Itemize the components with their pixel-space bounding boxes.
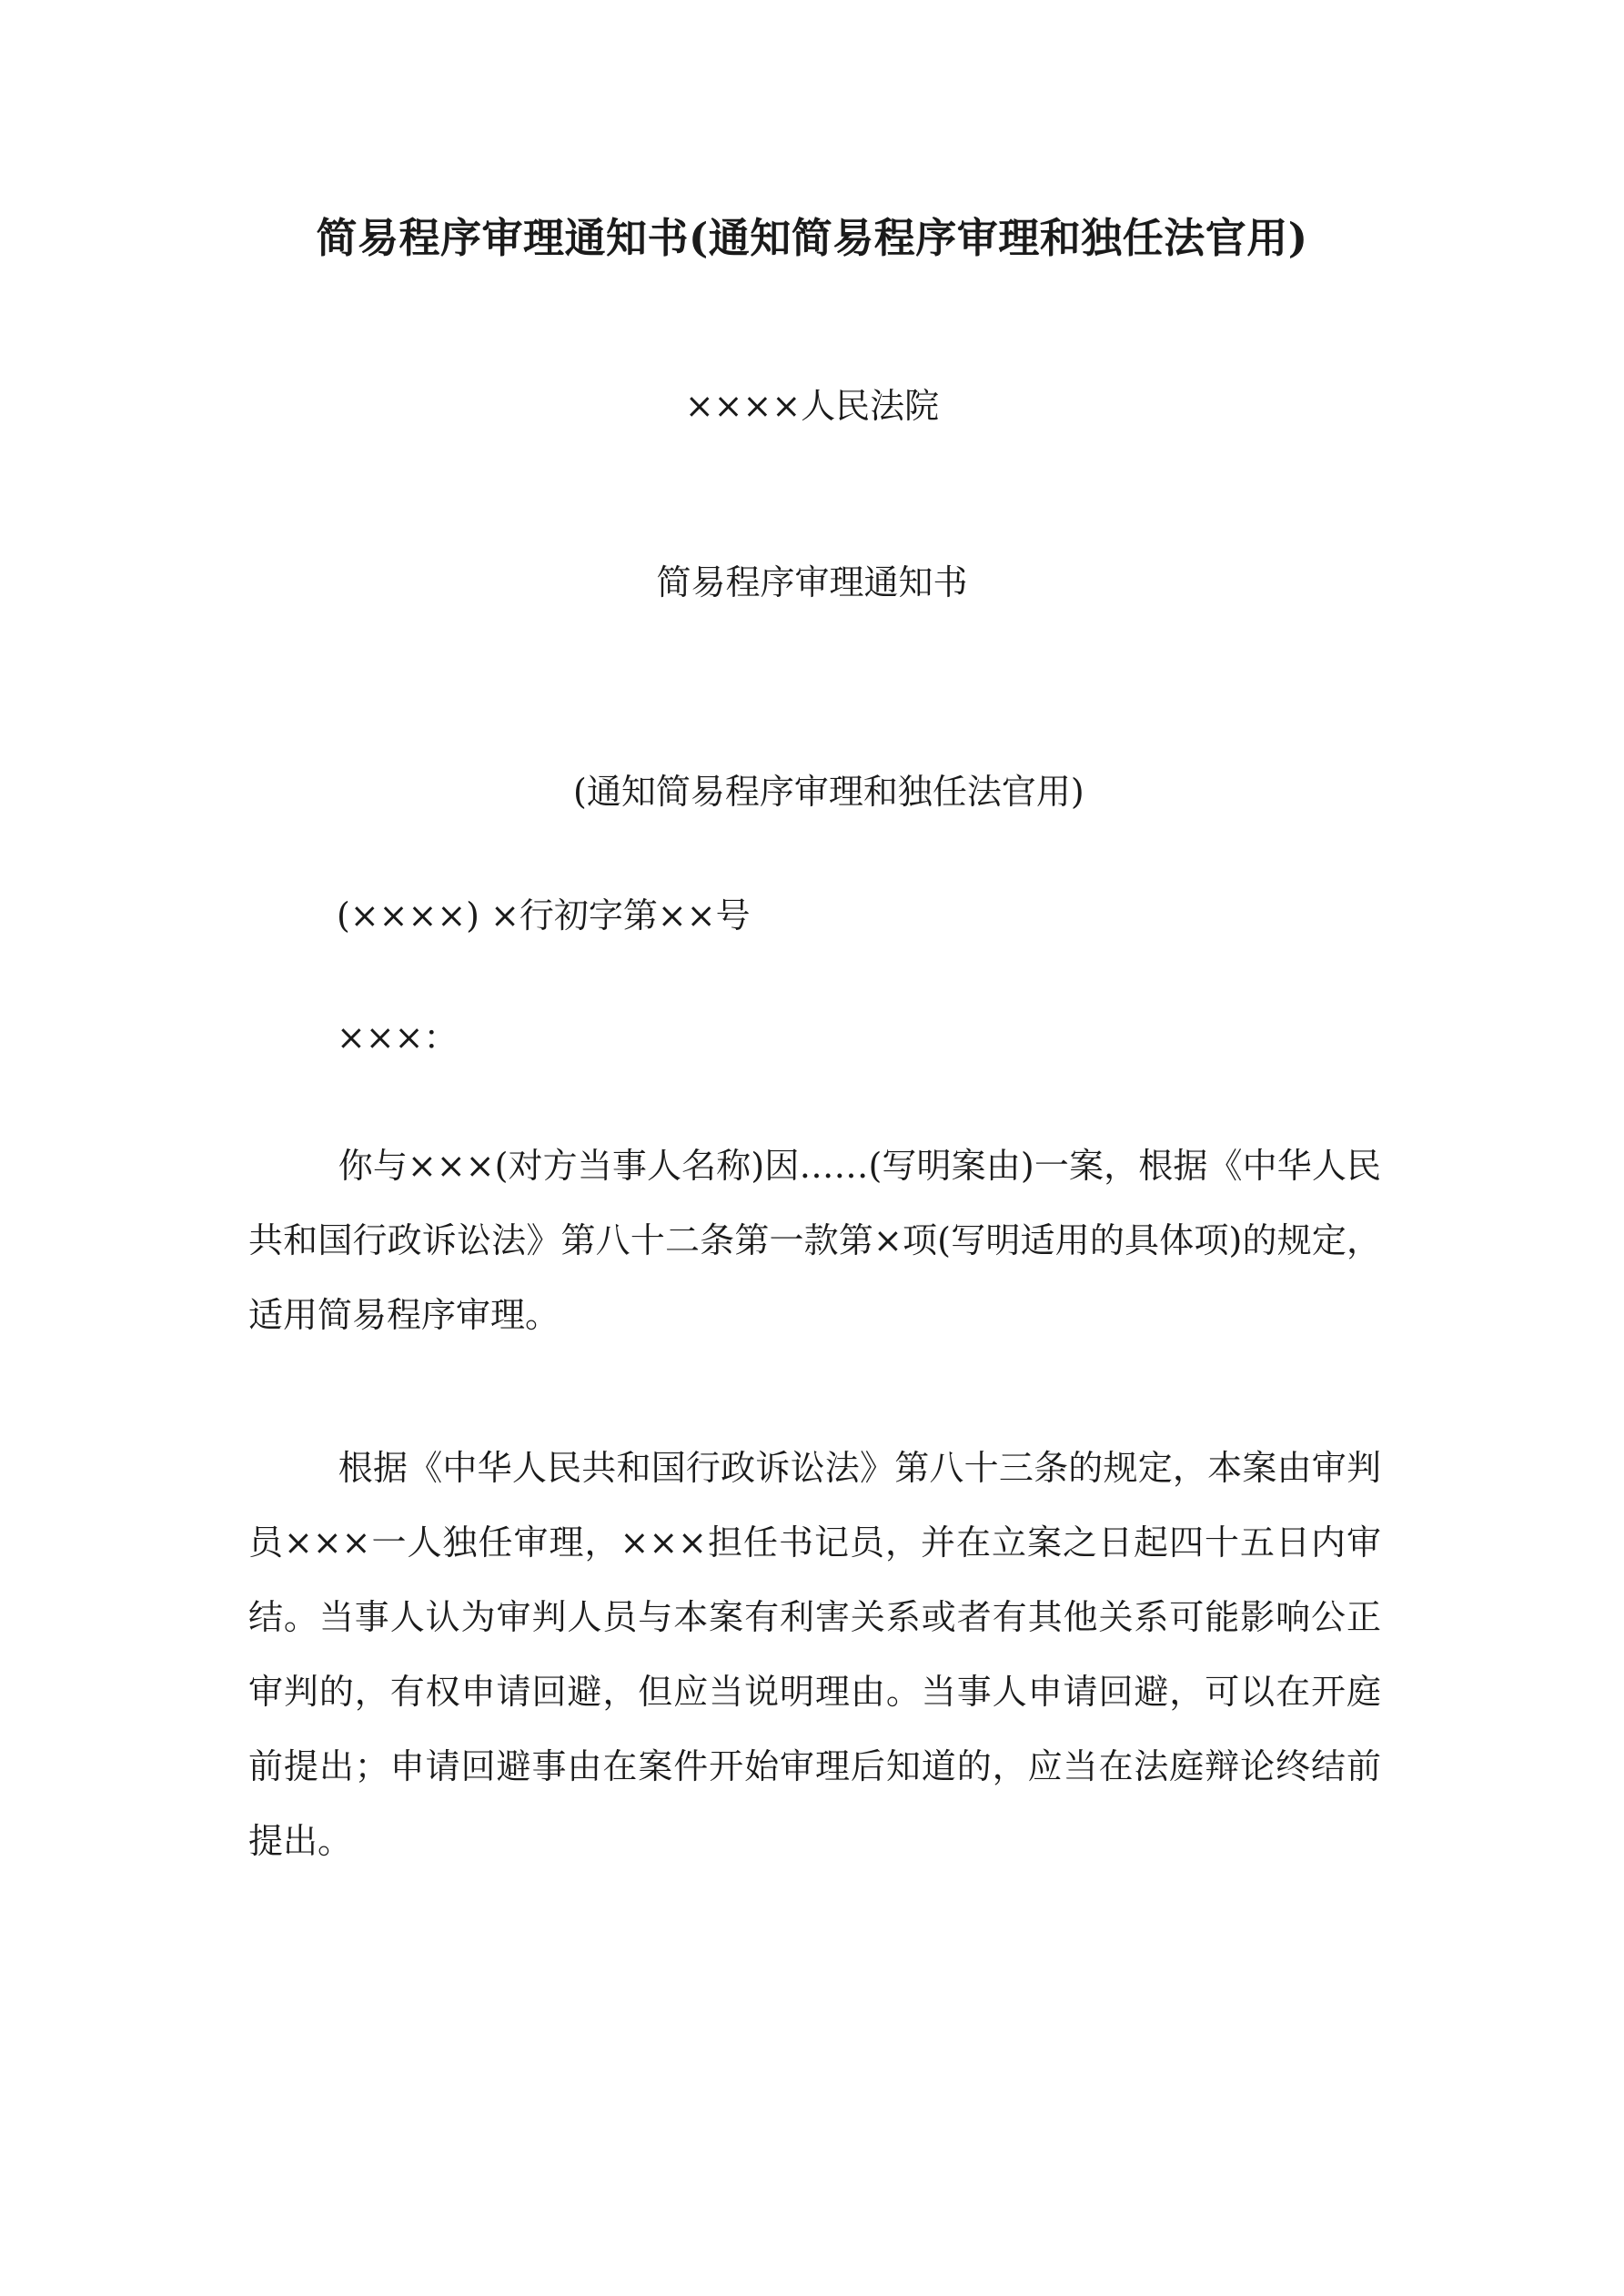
usage-note: (通知简易程序审理和独任法官用) (573, 772, 1084, 812)
body-paragraph-sole-judge: 根据《中华人民共和国行政诉讼法》第八十三条的规定，本案由审判员×××一人独任审理，×××担任书记员，并在立案之日起四十五日内审结。当事人认为审判人员与本案有利害关系或者有其他关系可能影响公正审判的，有权申请回避，但应当说明理由。当事人申请回避，可以在开庭前提出；申请回避事由在案件开始审理后知道的，应当在法庭辩论终结前提出。 (248, 1448, 1381, 1861)
court-name: ××××人民法院 (684, 386, 940, 426)
body-paragraph-simplified-procedure: 你与×××(对方当事人名称)因……(写明案由)一案，根据《中华人民共和国行政诉讼法》第八十二条第一款第×项(写明适用的具体项)的规定，适用简易程序审理。 (248, 1146, 1381, 1335)
case-number: (××××) ×行初字第××号 (337, 895, 751, 936)
notice-name: 简易程序审理通知书 (656, 562, 968, 602)
document-title: 简易程序审理通知书(通知简易程序审理和独任法官用) (316, 214, 1308, 262)
addressee: ×××： (337, 1017, 459, 1057)
